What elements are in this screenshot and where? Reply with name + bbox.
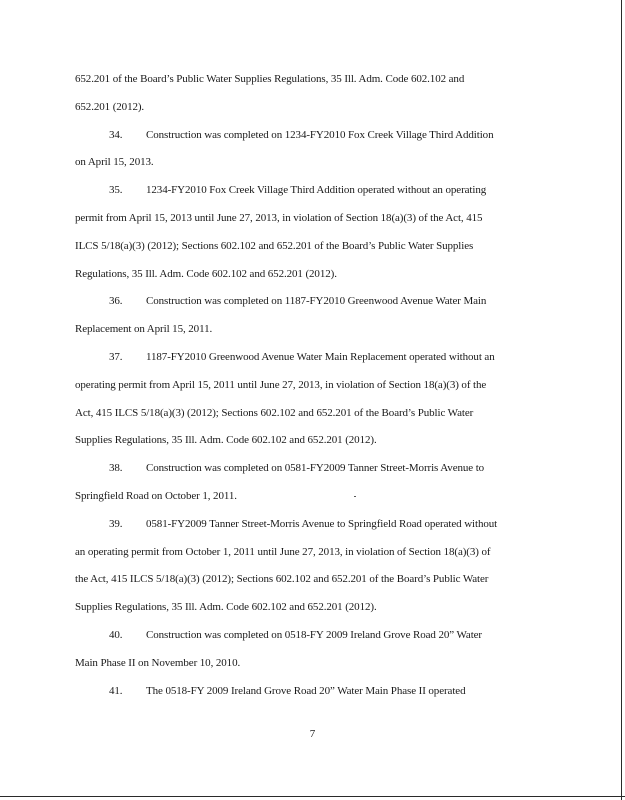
paragraph-34 xyxy=(75,122,545,178)
paragraph-line: Replacement on April 15, 2011. xyxy=(75,323,213,336)
paragraph-number: 38. xyxy=(109,462,123,475)
paragraph-number: 37. xyxy=(109,350,123,363)
paragraph-continuation xyxy=(75,66,545,122)
paragraph-line: on April 15, 2013. xyxy=(75,156,154,169)
paragraph-number: 39. xyxy=(109,517,123,530)
paragraph-40 xyxy=(75,622,545,678)
paragraph-line: Springfield Road on October 1, 2011. xyxy=(75,489,237,502)
paragraph-36 xyxy=(75,288,545,344)
paragraph-line: an operating permit from October 1, 2011 until June 27, 2013, in violation of Section 18(a)(3) of xyxy=(75,545,491,558)
paragraph-line: the Act, 415 ILCS 5/18(a)(3) (2012); Sections 602.102 and 652.201 of the Board’s Public Water xyxy=(75,573,489,586)
paragraph-line: Construction was completed on 0581-FY2009 Tanner Street-Morris Avenue to xyxy=(146,462,485,475)
paragraph-line: 1234-FY2010 Fox Creek Village Third Addition operated without an operating xyxy=(146,184,487,197)
scan-speck xyxy=(354,496,356,497)
paragraph-number: 35. xyxy=(109,184,123,197)
paragraph-line: permit from April 15, 2013 until June 27, 2013, in violation of Section 18(a)(3) of the Act, 415 xyxy=(75,211,483,224)
paragraph-number: 41. xyxy=(109,684,123,697)
paragraph-number: 40. xyxy=(109,628,123,641)
paragraph-number: 36. xyxy=(109,295,123,308)
paragraph-35 xyxy=(75,177,545,288)
paragraph-line: Supplies Regulations, 35 Ill. Adm. Code 602.102 and 652.201 (2012). xyxy=(75,434,377,447)
paragraph-line: ILCS 5/18(a)(3) (2012); Sections 602.102 and 652.201 of the Board’s Public Water Supplies xyxy=(75,239,474,252)
paragraph-number: 34. xyxy=(109,128,123,141)
paragraph-line: 1187-FY2010 Greenwood Avenue Water Main Replacement operated without an xyxy=(146,350,495,363)
paragraph-38 xyxy=(75,455,545,511)
paragraph-line: Supplies Regulations, 35 Ill. Adm. Code 602.102 and 652.201 (2012). xyxy=(75,601,377,614)
scan-edge-bottom xyxy=(0,796,625,797)
paragraph-line: The 0518-FY 2009 Ireland Grove Road 20” Water Main Phase II operated xyxy=(146,684,466,697)
page-number: 7 xyxy=(309,728,316,740)
paragraph-39 xyxy=(75,511,545,622)
paragraph-37 xyxy=(75,344,545,455)
paragraph-line: Act, 415 ILCS 5/18(a)(3) (2012); Sections 602.102 and 652.201 of the Board’s Public Water xyxy=(75,406,474,419)
paragraph-41 xyxy=(75,678,545,706)
paragraph-line: operating permit from April 15, 2011 until June 27, 2013, in violation of Section 18(a)(3) of the xyxy=(75,378,487,391)
paragraph-line: Construction was completed on 0518-FY 2009 Ireland Grove Road 20” Water xyxy=(146,628,482,641)
scan-edge-right xyxy=(621,0,622,800)
paragraph-line: Regulations, 35 Ill. Adm. Code 602.102 and 652.201 (2012). xyxy=(75,267,337,280)
document-body xyxy=(75,66,545,705)
paragraph-line: 652.201 (2012). xyxy=(75,100,145,113)
paragraph-line: Construction was completed on 1234-FY2010 Fox Creek Village Third Addition xyxy=(146,128,494,141)
paragraph-line: Main Phase II on November 10, 2010. xyxy=(75,656,241,669)
paragraph-line: Construction was completed on 1187-FY2010 Greenwood Avenue Water Main xyxy=(146,295,487,308)
paragraph-line: 652.201 of the Board’s Public Water Supplies Regulations, 35 Ill. Adm. Code 602.102 and xyxy=(75,73,465,85)
paragraph-line: 0581-FY2009 Tanner Street-Morris Avenue to Springfield Road operated without xyxy=(146,517,498,530)
